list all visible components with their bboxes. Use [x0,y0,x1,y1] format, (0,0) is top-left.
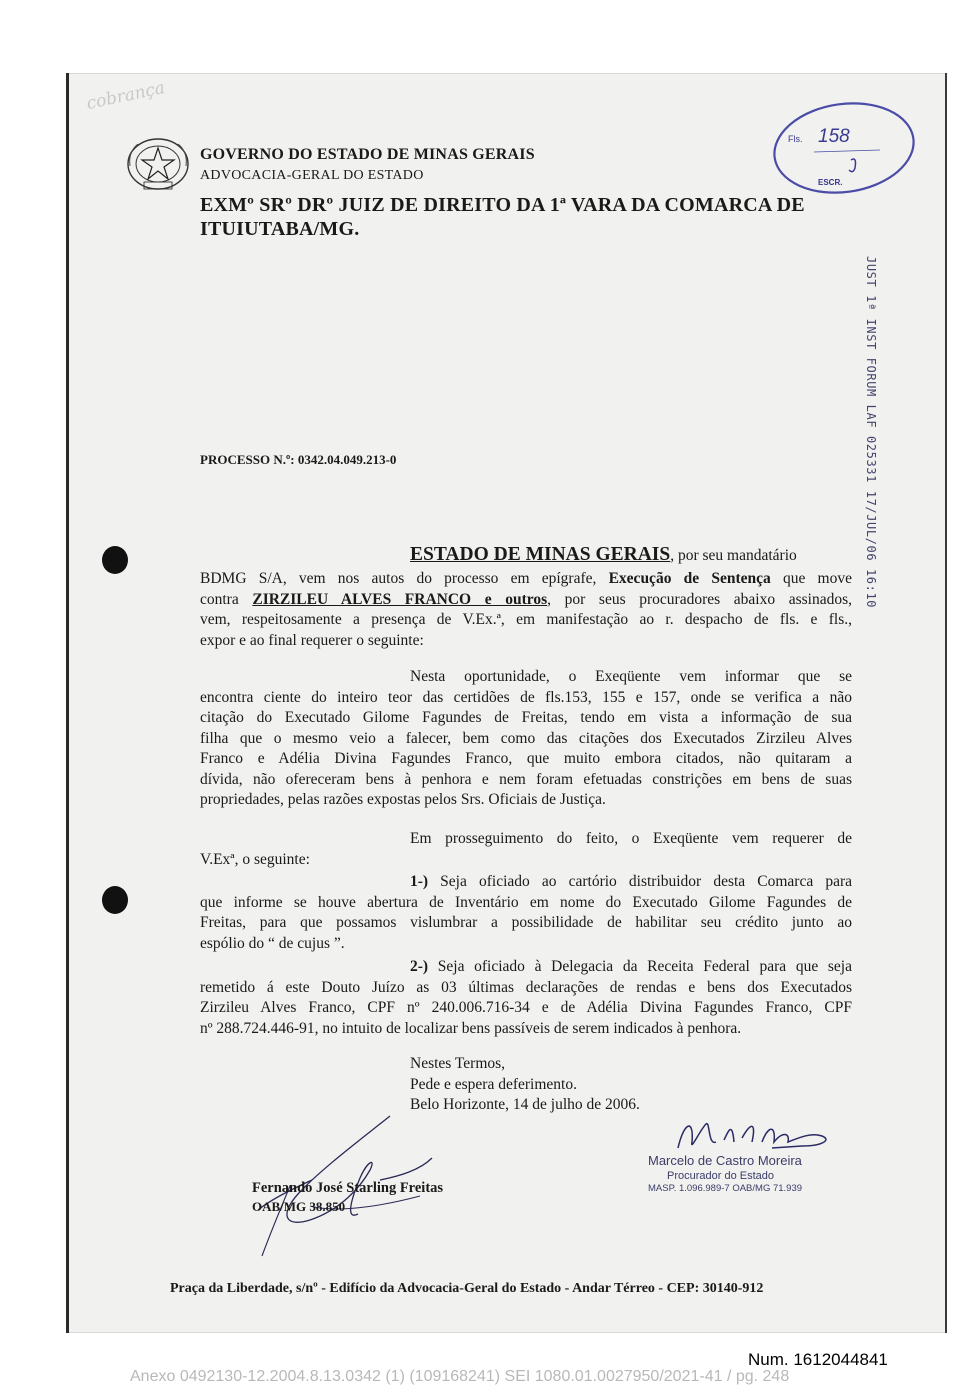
text-line: 1-) Seja oficiado ao cartório distribuidor desta Comarca para [410,873,852,890]
text-line: V.Exª, o seguinte: [200,850,310,868]
intro-line: contra ZIRZILEU ALVES FRANCO e outros, por seus procuradores abaixo assinados, [200,590,852,608]
page-number-stamp [768,96,920,200]
text-line: dívida, não ofereceram bens à penhora e nem foram efetuadas constrições em bens de suas [200,770,852,788]
text-line: propriedades, pelas razões expostas pelos Srs. Oficiais de Justiça. [200,791,606,808]
intro-line: expor e ao final requerer o seguinte: [200,631,424,649]
text-line: nº 288.724.446-91, no intuito de localizar bens passíveis de serem indicados à penhora. [200,1019,742,1037]
request-item-2 [200,957,852,1039]
fls-number: 158 [818,126,850,147]
text-line: que informe se houve abertura de Inventário em nome do Executado Gilome Fagundes de [200,893,852,911]
paragraph-2 [200,829,852,870]
official-role: Procurador do Estado [667,1170,775,1182]
closing-line: Nestes Termos, [410,1055,506,1072]
agency-heading: ADVOCACIA-GERAL DO ESTADO [200,168,424,183]
request-item-1 [200,872,852,954]
addressee [200,193,805,241]
text-line: filha que o mesmo veio a falecer, bem como das citações dos Executados Zirzileu Alves [200,729,852,747]
official-name: Marcelo de Castro Moreira [648,1153,802,1168]
text-line: espólio do “ de cujus ”. [200,934,345,952]
text-line: 2-) Seja oficiado à Delegacia da Receita Federal para que seja [410,958,852,975]
intro-paragraph [200,542,852,651]
text-line: Nesta oportunidade, o Exeqüente vem informar que se [410,668,852,685]
text-line: citação do Executado Gilome Fagundes de Freitas, tendo em vista a informação de sua [200,709,852,726]
text-line: Franco e Adélia Divina Fagundes Franco, que muito embora citados, não quitaram a [200,750,852,767]
official-ids: MASP. 1.096.989-7 OAB/MG 71.939 [648,1183,803,1194]
signer-name: Fernando José Starling Freitas [252,1180,444,1196]
footer-address: Praça da Liberdade, s/nº - Edifício da Advocacia-Geral do Estado - Andar Térreo - CEP: 30140-912 [170,1281,764,1296]
annex-reference: Anexo 0492130-12.2004.8.13.0342 (1) (109168241) SEI 1080.01.0027950/2021-41 / pg. 248 [130,1368,790,1385]
paragraph-1 [200,667,852,811]
text-line: Freitas, para que possamos vislumbrar a possibilidade de habilitar seu crédito junto ao [200,914,852,931]
escr-label: ESCR. [818,178,843,187]
closing-line: Belo Horizonte, 14 de julho de 2006. [410,1096,640,1113]
closing-line: Pede e espera deferimento. [410,1075,577,1093]
document-number: Num. 1612044841 [748,1350,888,1369]
intro-line: ESTADO DE MINAS GERAIS, por seu mandatário [410,544,797,565]
government-heading: GOVERNO DO ESTADO DE MINAS GERAIS [200,146,535,163]
text-line: Zirzileu Alves Franco, CPF nº 240.006.716-34 e de Adélia Divina Fagundes Franco, CPF [200,999,852,1016]
closing-block [200,1054,852,1116]
intro-line: vem, respeitosamente a presença de V.Ex.ª, em manifestação ao r. despacho de fls. e fls., [200,611,852,628]
margin-scribble: cobrança [84,77,167,115]
addressee-line: EXMº SRº DRº JUIZ DE DIREITO DA 1ª VARA DA COMARCA DE [200,194,805,216]
punch-hole [102,546,128,574]
punch-hole [102,886,128,914]
text-line: remetido á este Douto Juízo as 03 últimas declarações de rendas e bens dos Executados [200,978,852,996]
text-line: Em prosseguimento do feito, o Exeqüente vem requerer de [410,830,852,847]
party-name: ESTADO DE MINAS GERAIS [410,544,671,565]
coat-of-arms-icon [124,136,192,196]
fls-label: Fls. [788,134,803,144]
addressee-line: ITUIUTABA/MG. [200,218,360,240]
signer-oab: OAB/MG 38.850 [252,1199,346,1214]
process-number: PROCESSO N.º: 0342.04.049.213-0 [200,452,397,467]
text-line: encontra ciente do inteiro teor das certidões de fls.153, 155 e 157, onde se verifica a não [200,688,852,706]
court-receipt-stamp: JUST 1ª INST FORUM LAF 025331 17/JUL/06 16:10 [864,256,878,609]
handwritten-signature [672,1112,842,1156]
intro-line: BDMG S/A, vem nos autos do processo em epígrafe, Execução de Sentença que move [200,570,852,587]
